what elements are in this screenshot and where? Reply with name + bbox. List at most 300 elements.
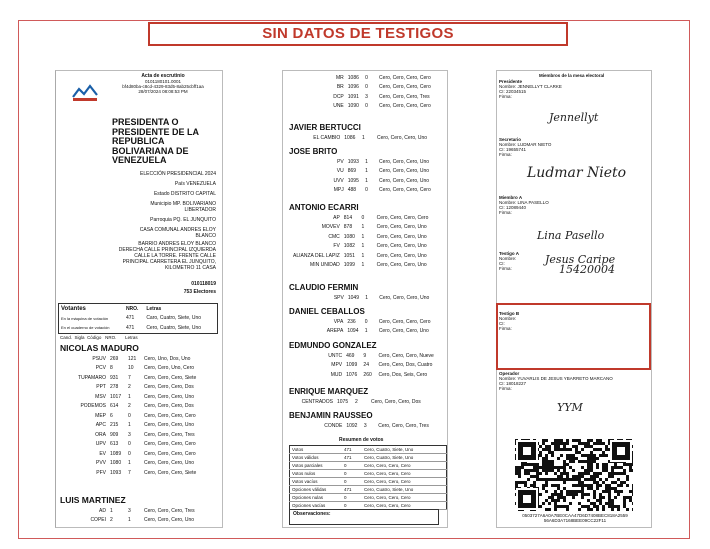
table-cell: ALIANZA DEL LAPIZ <box>293 252 340 259</box>
table-row <box>290 446 447 454</box>
qr-code-icon <box>515 439 633 511</box>
table-cell: 236 <box>347 318 356 325</box>
presidente-label: Presidente <box>499 79 523 84</box>
mesa-header: Miembros de la mesa electoral <box>539 73 605 78</box>
table-cell: 0 <box>342 470 362 478</box>
candidate-name: EDMUNDO GONZALEZ <box>289 341 377 350</box>
table-cell: 260 <box>363 371 372 378</box>
header-letras: Letras <box>125 335 138 340</box>
table-cell: 1 <box>361 252 365 259</box>
table-cell: 1093 <box>347 158 359 165</box>
table-cell: Cero, Cero, Cero, Uno <box>379 177 430 184</box>
table-cell: PCV <box>95 365 106 372</box>
table-cell: Cero, Cero, Cero, Cero <box>144 450 196 457</box>
miembro-signature: Lina Pasello <box>537 229 605 242</box>
table-cell: Cero, Cero, Cero, Uno <box>377 134 428 141</box>
table-cell: 0 <box>365 187 368 194</box>
table-row <box>70 411 210 421</box>
table-cell: Cero, Dos, Seis, Cero <box>378 371 428 378</box>
table-cell: Votos válidos <box>290 454 343 462</box>
table-cell: UVV <box>333 177 344 184</box>
table-cell: Opciones nulas <box>290 494 343 502</box>
observaciones-box <box>289 509 439 525</box>
firma-label: Firma: <box>499 210 512 215</box>
table-row <box>70 373 210 383</box>
acta-hash: bf4d80ba-c8cd-4329-83d5-8ab25cbff1aa <box>122 84 204 89</box>
table-cell: Cero, Cero, Cero, Uno <box>376 243 427 250</box>
table-row <box>59 314 218 324</box>
table-cell: En el cuaderno de votación <box>61 325 110 331</box>
acta-datetime: 28/07/2024 08:08:53 PM <box>138 89 188 94</box>
table-cell: COPEI <box>90 517 106 524</box>
table-cell: 471 <box>342 446 362 454</box>
table-cell: PFV <box>96 469 106 476</box>
table-cell: Caro, Cuatro, Siete, Uno <box>146 315 202 322</box>
table-cell: 215 <box>110 422 119 429</box>
table-cell: 1 <box>365 177 368 184</box>
table-cell: 1099 <box>343 262 355 269</box>
table-cell: MSV <box>95 393 106 400</box>
table-cell: 2 <box>128 403 131 410</box>
table-cell: 613 <box>110 441 119 448</box>
presidente-name: Nombre: JENNELLYT CLARKE <box>499 84 562 89</box>
presidente-ci: CI: 22034515 <box>499 89 527 94</box>
table-cell: Cero, Cero, Cero, Tres <box>144 507 195 514</box>
table-cell: 614 <box>110 403 119 410</box>
table-cell: 2 <box>128 384 131 391</box>
table-cell: Cero, Cero, Cero, Uno <box>144 393 195 400</box>
table-cell: CONDE <box>324 422 343 429</box>
table-cell: 1051 <box>343 252 355 259</box>
table-cell: 121 <box>128 355 137 362</box>
table-cell: MEP <box>95 412 106 419</box>
table-cell: 7 <box>128 374 131 381</box>
direccion: BARRIO ANDRES ELOY BLANCO DERECHA CALLE PRINCIPAL IZQUIERDA CALLE LA TORRE. FRENTE CALLE PRINCIPAL CARRETERA EL JUNQUITO, KILOMETRO 11 CASA <box>118 241 216 271</box>
table-row <box>70 430 210 440</box>
candidate-name: CLAUDIO FERMIN <box>289 283 359 292</box>
operador-label: Operador <box>499 371 520 376</box>
table-cell: 814 <box>343 214 353 221</box>
table-cell: UPV <box>95 441 106 448</box>
table-cell: Cero, Cero, Cero, Uno <box>144 517 195 524</box>
table-cell: 3 <box>363 422 367 429</box>
table-cell: Cero, Cero, Cero, Nueve <box>378 352 434 359</box>
table-cell: 1086 <box>344 134 356 141</box>
missing-testigo-highlight <box>496 303 651 370</box>
firma-label: Firma: <box>499 386 512 391</box>
table-cell: 1091 <box>347 93 359 100</box>
candidate-votes-table <box>313 73 447 111</box>
table-cell: 1 <box>361 134 365 141</box>
table-row <box>313 73 447 83</box>
candidate-name: DANIEL CEBALLOS <box>289 307 365 316</box>
secretario-name: Nombre: LUDMAR NIETO <box>499 142 552 147</box>
nombre-label: Nombre: <box>499 256 517 261</box>
table-cell: 0 <box>128 441 131 448</box>
table-cell: 1080 <box>343 233 355 240</box>
table-header: NRO. <box>125 305 139 312</box>
table-row <box>313 102 447 112</box>
candidate-votes-table <box>305 133 447 143</box>
candidate-name: JAVIER BERTUCCI <box>289 123 361 132</box>
table-row <box>290 478 447 486</box>
table-cell: Cero, Cero, Cero, Cero <box>144 412 196 419</box>
header-nro: NRO. <box>105 335 117 340</box>
table-row <box>70 383 210 393</box>
presidente-block <box>499 79 649 99</box>
firma-label: Firma: <box>499 266 512 271</box>
table-cell: 1099 <box>346 362 358 369</box>
presidente-signature: Jennellyt <box>549 111 599 124</box>
table-cell: 1086 <box>347 74 359 81</box>
table-row <box>311 361 447 371</box>
table-row <box>305 133 447 143</box>
table-cell: 10 <box>128 365 134 372</box>
operador-name: Nombre: YUVARLIS DE JESUS YBARRETO MARCANO <box>499 376 613 381</box>
acta-header <box>108 73 218 94</box>
table-cell: Cero, Cuatro, Siete, Uno <box>362 446 447 454</box>
table-header: Votantes <box>61 305 86 312</box>
table-cell: 1 <box>365 158 368 165</box>
observaciones-label: Observaciones: <box>293 511 331 517</box>
table-cell: 1 <box>365 168 368 175</box>
table-cell: 1 <box>361 233 365 240</box>
table-cell: Cero, Cero, Cero, Uno <box>376 224 427 231</box>
table-cell: 0 <box>365 74 368 81</box>
operador-signature: YYM <box>557 401 583 414</box>
table-cell: Cero, Cero, Cero, Uno <box>144 460 195 467</box>
table-cell: 0 <box>128 412 131 419</box>
candidate-votes-table <box>311 351 447 380</box>
table-cell: Cero, Cero, Cero, Tres <box>144 431 195 438</box>
firma-label: Firma: <box>499 94 512 99</box>
resumen-table <box>289 445 447 510</box>
table-cell: EV <box>99 450 106 457</box>
table-cell: 1017 <box>110 393 122 400</box>
table-cell: 1090 <box>347 103 359 110</box>
table-cell: 909 <box>110 431 119 438</box>
table-cell: SPV <box>333 294 344 301</box>
ci-label: CI: <box>499 261 505 266</box>
centro: CASA COMUNAL ANDRES ELOY BLANCO <box>139 227 216 239</box>
acta-title: Acta de escrutinio <box>141 73 185 79</box>
table-cell: 3 <box>365 93 368 100</box>
table-cell: FV <box>333 243 340 250</box>
table-row <box>291 223 447 233</box>
table-cell: 9 <box>363 352 367 359</box>
table-header: Letras <box>146 305 162 312</box>
table-row <box>70 459 210 469</box>
footer-hash: 0503727A6A0A7BE0CAA47D6D7408BEC818A2559 56A6D3A7168BEE09CC22F11 <box>522 513 628 523</box>
municipio: Municipio MP. BOLIVARIANO LIBERTADOR <box>150 201 216 213</box>
table-row <box>313 92 447 102</box>
table-cell: MPJ <box>333 187 344 194</box>
acta-page-2 <box>282 70 448 528</box>
table-cell: 2 <box>110 517 113 524</box>
secretario-signature: Ludmar Nieto <box>527 165 627 181</box>
candidate-votes-table <box>291 213 447 270</box>
table-cell: Cero, Cero, Cero, Cero <box>376 214 429 221</box>
table-cell: Cero, Cero, Cero, Cero <box>379 84 431 91</box>
table-cell: 1 <box>365 294 369 301</box>
estado: Estado DISTRITO CAPITAL <box>153 191 216 197</box>
table-cell: 1092 <box>346 422 358 429</box>
table-cell: 1 <box>364 328 368 335</box>
table-cell: 1 <box>361 224 365 231</box>
table-cell: MR <box>335 74 344 81</box>
table-cell: Cero, Cero, Cero, Cero <box>362 502 447 510</box>
table-cell: Cero, Cero, Cero, Siete <box>144 374 197 381</box>
table-row <box>313 167 447 177</box>
acta-page-1 <box>55 70 223 528</box>
secretario-ci: CI: 19655741 <box>499 147 527 152</box>
table-row <box>291 232 447 242</box>
candidate-name: ANTONIO ECARRI <box>289 203 359 212</box>
candidate-votes-table <box>313 293 447 303</box>
table-cell: 1080 <box>110 460 122 467</box>
table-row <box>291 261 447 271</box>
table-row <box>70 354 210 364</box>
table-cell: 869 <box>347 168 357 175</box>
nombre-label: Nombre: <box>499 316 517 321</box>
election-name: ELECCIÓN PRESIDENCIAL 2024 <box>140 171 216 177</box>
table-cell: 471 <box>342 486 362 494</box>
table-cell: 1 <box>128 517 131 524</box>
table-cell: Cero, Cero, Cero, Uno <box>376 262 427 269</box>
table-cell: 0 <box>365 84 368 91</box>
table-row <box>290 462 447 470</box>
candidate-votes-table <box>297 397 443 407</box>
table-cell: PV <box>337 158 344 165</box>
table-row <box>70 516 210 526</box>
table-cell: UNE <box>333 103 344 110</box>
table-cell: Cero, Cero, Cero, Siete <box>144 469 197 476</box>
table-row <box>291 242 447 252</box>
table-cell: Votos vacíos <box>290 478 343 486</box>
table-cell: 1093 <box>110 469 122 476</box>
table-cell: 469 <box>346 352 355 359</box>
testigo-a-handwritten-name: Jesus Caripe <box>545 253 616 266</box>
miembro-label: Miembro A <box>499 195 523 200</box>
table-cell: ORA <box>95 431 106 438</box>
table-cell: BR <box>336 84 344 91</box>
table-cell: Cero, Cero, Cero, Cero <box>362 478 447 486</box>
table-cell: MPV <box>331 362 343 369</box>
table-row <box>290 470 447 478</box>
table-row <box>70 421 210 431</box>
table-cell: 471 <box>125 324 135 331</box>
electores: 753 Electores <box>183 289 216 295</box>
table-cell: Cero, Cero, Cero, Cero <box>362 470 447 478</box>
table-cell: 278 <box>110 384 119 391</box>
testigo-b-label: Testigo B <box>499 311 520 316</box>
table-cell: VU <box>336 168 344 175</box>
ci-label: CI: <box>499 321 505 326</box>
table-cell: DCP <box>333 93 344 100</box>
pais: País VENEZUELA <box>174 181 216 187</box>
table-cell: Cero, Cero, Cero, Cero <box>362 462 447 470</box>
table-cell: AD <box>99 507 106 514</box>
table-cell: Votos nulos <box>290 470 343 478</box>
table-cell: 471 <box>342 454 362 462</box>
parroquia: Parroquia PQ. EL JUNQUITO <box>150 217 216 223</box>
table-row <box>290 494 447 502</box>
miembro-block <box>499 195 649 215</box>
table-cell: 6 <box>110 412 113 419</box>
table-row <box>313 186 447 196</box>
secretario-label: Secretario <box>499 137 522 142</box>
table-cell: 1049 <box>347 294 359 301</box>
table-cell: Cero, Cero, Cero, Dos <box>371 398 421 405</box>
table-cell: Cero, Cero, Uno, Cero <box>144 365 195 372</box>
table-row <box>70 402 210 412</box>
table-cell: Cero, Cero, Cero, Uno <box>379 294 430 301</box>
table-cell: PPT <box>96 384 106 391</box>
table-cell: 1 <box>128 422 131 429</box>
operador-block <box>499 371 649 391</box>
candidate-votes-table <box>313 157 447 195</box>
table-row <box>311 370 447 380</box>
table-cell: Cero, Cero, Cero, Cero <box>379 103 431 110</box>
table-cell: 24 <box>363 362 369 369</box>
table-cell: 488 <box>347 187 357 194</box>
table-cell: 1075 <box>337 398 349 405</box>
table-row <box>311 351 447 361</box>
table-cell: PODEMOS <box>80 403 106 410</box>
code2: 010118019 <box>191 281 216 287</box>
table-cell: Cero, Cero, Cero, Uno <box>378 328 429 335</box>
table-cell: 2 <box>355 398 358 405</box>
table-cell: AREPA <box>326 328 344 335</box>
candidate-votes-table <box>311 317 447 336</box>
table-cell: 0 <box>342 462 362 470</box>
table-row <box>59 323 218 333</box>
table-row <box>297 397 443 407</box>
table-row <box>313 293 447 303</box>
table-cell: Votos parciales <box>290 462 343 470</box>
table-cell: MUD <box>330 371 343 378</box>
testigo-a-handwritten-ci: 15420004 <box>559 263 615 276</box>
table-cell: Cero, Uno, Dos, Uno <box>144 355 191 362</box>
firma-label: Firma: <box>499 326 512 331</box>
table-cell: 0 <box>342 494 362 502</box>
table-cell: Cero, Cero, Cero, Uno <box>379 158 430 165</box>
table-cell: PSUV <box>92 355 106 362</box>
table-cell: APC <box>95 422 106 429</box>
table-cell: 1094 <box>347 328 359 335</box>
table-cell: MOVEV <box>321 224 340 231</box>
table-cell: Cero, Cero, Cero, Dos <box>144 403 194 410</box>
table-cell: 8 <box>110 365 113 372</box>
table-cell: 0 <box>342 478 362 486</box>
table-cell: MIN UNIDAD <box>310 262 340 269</box>
candidate-name: BENJAMIN RAUSSEO <box>289 411 373 420</box>
table-cell: Cero, Cero, Cero, Cero <box>378 318 431 325</box>
table-cell: 1 <box>110 507 113 514</box>
table-row <box>313 157 447 167</box>
table-cell: Cero, Cero, Cero, Dos <box>144 384 194 391</box>
table-cell: 7 <box>128 469 131 476</box>
cne-logo-icon <box>70 81 100 105</box>
table-cell: Cero, Cero, Cero, Tres <box>378 422 429 429</box>
table-row <box>70 440 210 450</box>
table-cell: Cero, Cero, Cero, Cero <box>144 441 196 448</box>
table-cell: Cero, Cuatro, Siete, Uno <box>362 486 447 494</box>
table-cell: Cero, Cuatro, Siete, Uno <box>362 454 447 462</box>
candidate-name: ENRIQUE MARQUEZ <box>289 387 369 396</box>
table-cell: 1096 <box>347 84 359 91</box>
candidate-votes-table <box>309 421 447 431</box>
table-cell: TUPAMARO <box>78 374 106 381</box>
table-cell: 0 <box>364 318 368 325</box>
votantes-header <box>59 304 218 314</box>
table-cell: 269 <box>110 355 119 362</box>
table-row <box>70 392 210 402</box>
table-cell: Cero, Cuatro, Siete, Uno <box>146 324 202 331</box>
table-cell: Cero, Cero, Cero, Uno <box>144 422 195 429</box>
table-cell: En la máquina de votación <box>61 315 109 321</box>
table-cell: 1082 <box>343 243 355 250</box>
warning-banner: SIN DATOS DE TESTIGOS <box>148 22 568 46</box>
table-row <box>70 449 210 459</box>
secretario-block <box>499 137 649 157</box>
table-cell: 3 <box>128 431 131 438</box>
table-cell: 1095 <box>347 177 359 184</box>
table-cell: Cero, Cero, Cero, Uno <box>376 233 427 240</box>
table-cell: AP <box>333 214 340 221</box>
table-cell: PVV <box>95 460 106 467</box>
table-row <box>291 213 447 223</box>
table-cell: 1 <box>361 243 365 250</box>
table-cell: Cero, Cero, Cero, Cero <box>379 187 431 194</box>
header-cand: Cand. <box>60 335 73 340</box>
table-cell: Cero, Cero, Cero, Uno <box>376 252 427 259</box>
table-cell: Cero, Cero, Cero, Cero <box>379 74 431 81</box>
table-cell: VPA <box>333 318 344 325</box>
table-cell: 0 <box>361 214 365 221</box>
candidate-name: NICOLAS MADURO <box>60 343 139 353</box>
table-cell: 1 <box>128 460 131 467</box>
table-row <box>311 317 447 327</box>
table-cell: 931 <box>110 374 119 381</box>
table-row <box>313 83 447 93</box>
candidate-votes-table <box>70 506 210 525</box>
table-cell: 878 <box>343 224 353 231</box>
header-sigla: Sigla <box>74 335 85 340</box>
votantes-table <box>58 303 218 334</box>
table-cell: Cero, Cero, Cero, Uno <box>379 168 430 175</box>
table-row <box>290 454 447 462</box>
table-row <box>291 251 447 261</box>
table-cell: 3 <box>128 507 131 514</box>
table-cell: 1089 <box>110 450 122 457</box>
table-cell: CMC <box>328 233 340 240</box>
candidate-name: LUIS MARTINEZ <box>60 495 126 505</box>
table-cell: Cero, Cero, Dos, Cuatro <box>378 362 433 369</box>
table-cell: Votos <box>290 446 343 454</box>
table-cell: UNTC <box>328 352 343 359</box>
operador-ci: CI: 18018227 <box>499 381 527 386</box>
table-row <box>309 421 447 431</box>
election-title: PRESIDENTA O PRESIDENTE DE LA REPUBLICA BOLIVARIANA DE VENEZUELA <box>112 117 199 165</box>
candidate-name: JOSE BRITO <box>289 147 338 156</box>
table-row <box>311 327 447 337</box>
table-row <box>70 364 210 374</box>
testigo-a-label: Testigo A <box>499 251 519 256</box>
resumen-title: Resumen de votos <box>339 437 384 443</box>
table-cell: CENTRADOS <box>301 398 333 405</box>
table-cell: 0 <box>365 103 368 110</box>
